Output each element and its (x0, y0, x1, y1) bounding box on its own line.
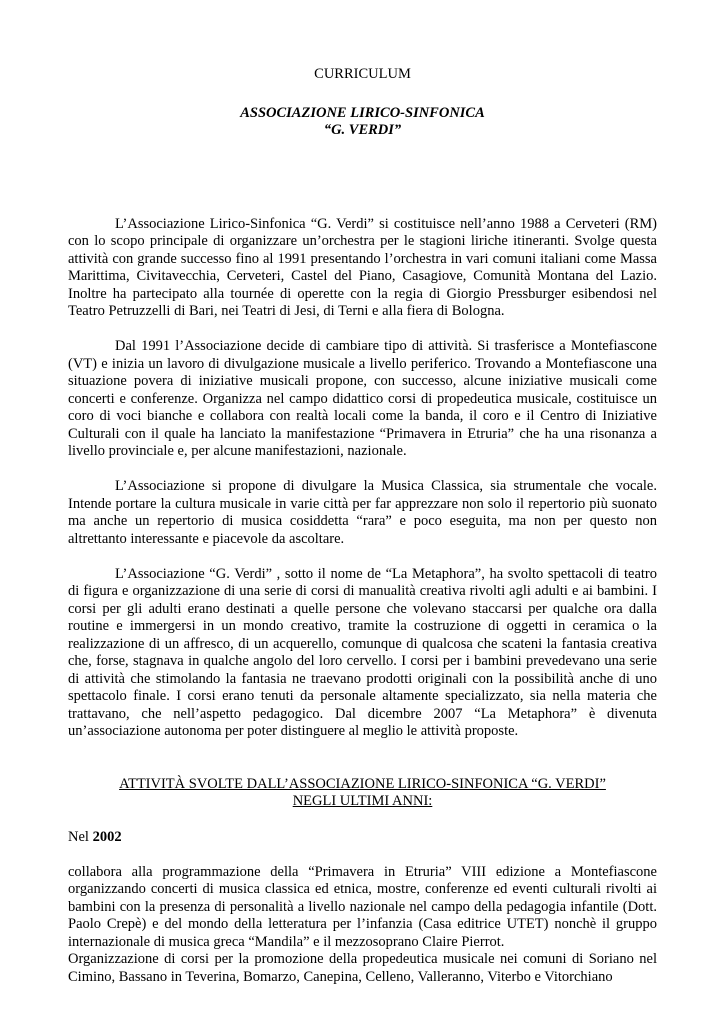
document-header (68, 66, 657, 140)
section-heading-line-2: NEGLI ULTIMI ANNI: (292, 793, 433, 809)
association-name (68, 105, 657, 140)
association-name-line-2: “G. VERDI” (323, 122, 402, 138)
year-label (68, 829, 657, 847)
paragraph-montefiascone: Dal 1991 l’Associazione decide di cambiare tipo di attività. Si trasferisce a Montefiascone (VT) e inizia un lavoro di divulgazione musicale a livello periferico. Trovando a Montefiascone una situazione povera di iniziative musicali propone, con successo, alcune iniziative musicali come concerti e conferenze. Organizza nel campo didattico corsi di propedeutica musicale, costituisce un coro di voci bianche e collabora con realtà locali come la banda, il coro e il Centro di Iniziative Culturali con il quale ha lanciato la manifestazione “Primavera in Etruria” che ha una risonanza a livello provinciale e, per alcune manifestazioni, nazionale. (68, 338, 657, 459)
association-name-line-1: ASSOCIAZIONE LIRICO-SINFONICA (240, 104, 485, 121)
year-value: 2002 (92, 828, 122, 845)
year-prefix: Nel (68, 828, 93, 845)
document-title: CURRICULUM (314, 66, 411, 82)
year-activity-text-2: Organizzazione di corsi per la promozione della propedeutica musicale nei comuni di Soriano nel Cimino, Bassano in Teverina, Bomarzo, Canepina, Celleno, Valleranno, Viterbo e Vitorchiano (68, 951, 657, 985)
section-heading-line-1: ATTIVITÀ SVOLTE DALL’ASSOCIAZIONE LIRICO-SINFONICA “G. VERDI” (119, 775, 606, 792)
year-activity-text-1: collabora alla programmazione della “Primavera in Etruria” VIII edizione a Montefiascone organizzando concerti di musica classica ed etnica, mostre, conferenze ed eventi culturali rivolti ai bambini con la presenza di personalità a livello nazionale nel campo della pedagogia infantile (Dott. Paolo Crepè) e del mondo della letteratura per l’infanzia (Casa editrice UTET) nonchè il gruppo internazionale di musica greca “Mandila” e il mezzosoprano Claire Pierrot. (68, 863, 657, 950)
section-heading (68, 776, 657, 811)
paragraph-mission: L’Associazione si propone di divulgare la Musica Classica, sia strumentale che vocale. Intende portare la cultura musicale in varie città per far apprezzare non solo il repertorio più suonato ma anche un repertorio di musica cosiddetta “rara” e poco eseguita, ma non per questo non altrettanto interessante e piacevole da ascoltare. (68, 478, 657, 547)
paragraph-history: L’Associazione Lirico-Sinfonica “G. Verdi” si costituisce nell’anno 1988 a Cerveteri (RM) con lo scopo principale di organizzare un’orchestra per le stagioni liriche itineranti. Svolge questa attività con grande successo fino al 1991 presentando l’orchestra in vari comuni italiani come Massa Marittima, Civitavecchia, Cerveteri, Castel del Piano, Casagiove, Comunità Montana del Lazio. Inoltre ha partecipato alla tournée di operette con la regia di Giorgio Pressburger esibendosi nel Teatro Petruzzelli di Bari, nei Teatri di Jesi, di Terni e alla fiera di Bologna. (68, 215, 657, 319)
document-page (68, 66, 657, 986)
paragraph-metaphora: L’Associazione “G. Verdi” , sotto il nome de “La Metaphora”, ha svolto spettacoli di teatro di figura e organizzazione di una serie di corsi di manualità creativa rivolti agli adulti e ai bambini. I corsi per gli adulti erano destinati a quelle persone che volevano staccarsi per qualche ora dalla routine e immergersi in un mondo creativo, tramite la costruzione di oggetti in ceramica o la realizzazione di un affresco, di un acquerello, comunque di qualcosa che scateni la fantasia creativa che, forse, stagnava in qualche angolo del loro cervello. I corsi per i bambini prevedevano una serie di attività che stimolando la fantasia ne traevano prodotti originali con la possibilità anche di uno spettacolo finale. I corsi erano tenuti da personale altamente specializzato, sia nella materia che trattavano, che nell’aspetto pedagogico. Dal dicembre 2007 “La Metaphora” è divenuta un’associazione autonoma per poter distinguere al meglio le attività proposte. (68, 565, 657, 739)
